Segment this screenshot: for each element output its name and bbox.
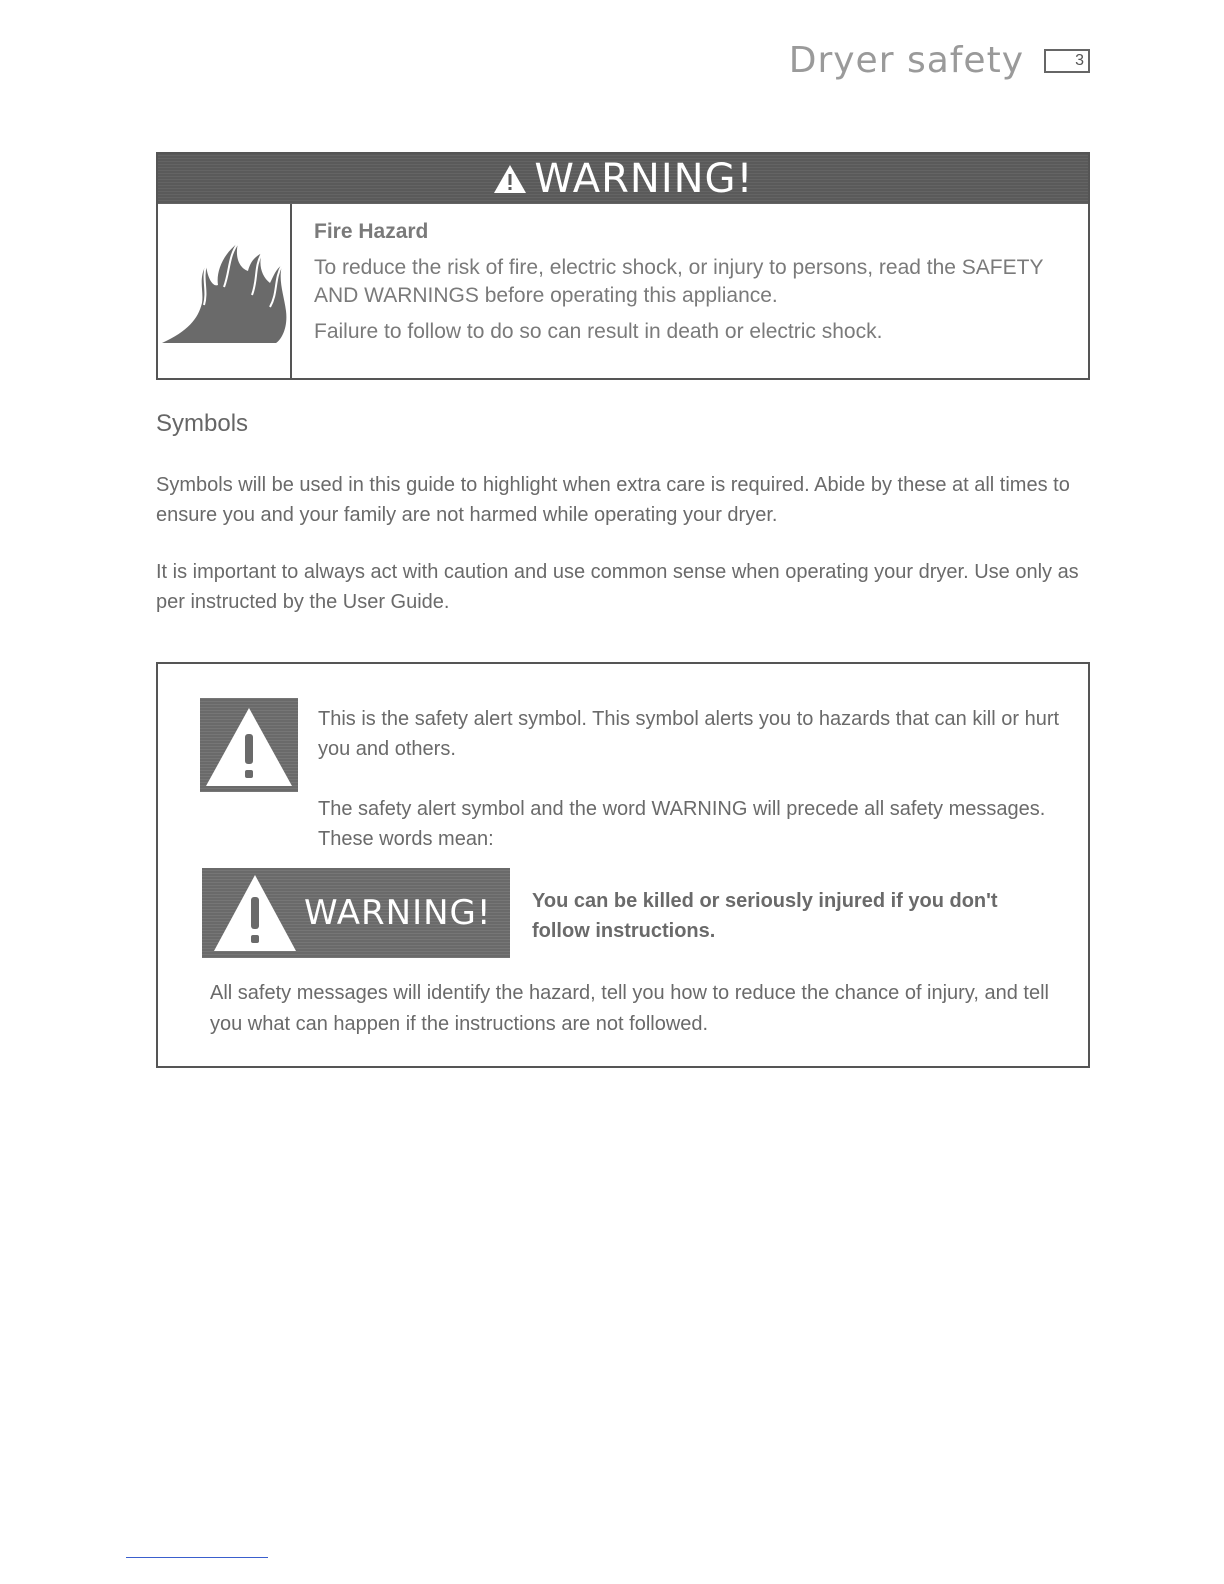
warning-banner — [158, 154, 1088, 204]
fire-icon — [158, 235, 290, 347]
page-title: Dryer safety — [788, 40, 1024, 81]
fire-hazard-warning-box — [156, 152, 1090, 380]
paragraph: Symbols will be used in this guide to highlight when extra care is required. Abide by these at all times to ensure you and your family are not harmed while operating your dryer. — [156, 474, 1070, 526]
warning-subtitle: Fire Hazard — [314, 220, 429, 243]
page-number: 3 — [1044, 49, 1090, 73]
warning-label — [202, 868, 510, 958]
footer-rule — [126, 1557, 268, 1558]
paragraph: It is important to always act with caution and use common sense when operating your dryer. Use only as per instructed by the User Guide. — [156, 561, 1079, 613]
safety-alert-icon-block — [200, 698, 298, 792]
warning-label-text: WARNING! — [304, 893, 492, 933]
section-heading: Symbols — [156, 410, 249, 437]
safety-alert-icon — [200, 698, 298, 792]
warning-line: To reduce the risk of fire, electric shock, or injury to persons, read the SAFETY AND WARNINGS before operating this appliance. — [314, 256, 1044, 307]
warning-label-description: You can be killed or seriously injured if you don't follow instructions. — [532, 890, 998, 942]
warning-banner-text: WARNING! — [534, 156, 754, 202]
warning-triangle-icon — [492, 163, 528, 195]
final-text: All safety messages will identify the hazard, tell you how to reduce the chance of injury, and tell you what can happen if the instructions are not followed. — [210, 982, 1049, 1035]
warning-triangle-icon — [210, 871, 300, 955]
page-header — [789, 40, 1090, 81]
warning-line: Failure to follow to do so can result in death or electric shock. — [314, 320, 883, 343]
symbols-box — [156, 662, 1090, 1068]
fire-icon-cell — [158, 204, 292, 378]
alert-text: The safety alert symbol and the word WARNING will precede all safety messages. These words mean: — [318, 798, 1046, 850]
alert-text: This is the safety alert symbol. This symbol alerts you to hazards that can kill or hurt you and others. — [318, 708, 1060, 760]
